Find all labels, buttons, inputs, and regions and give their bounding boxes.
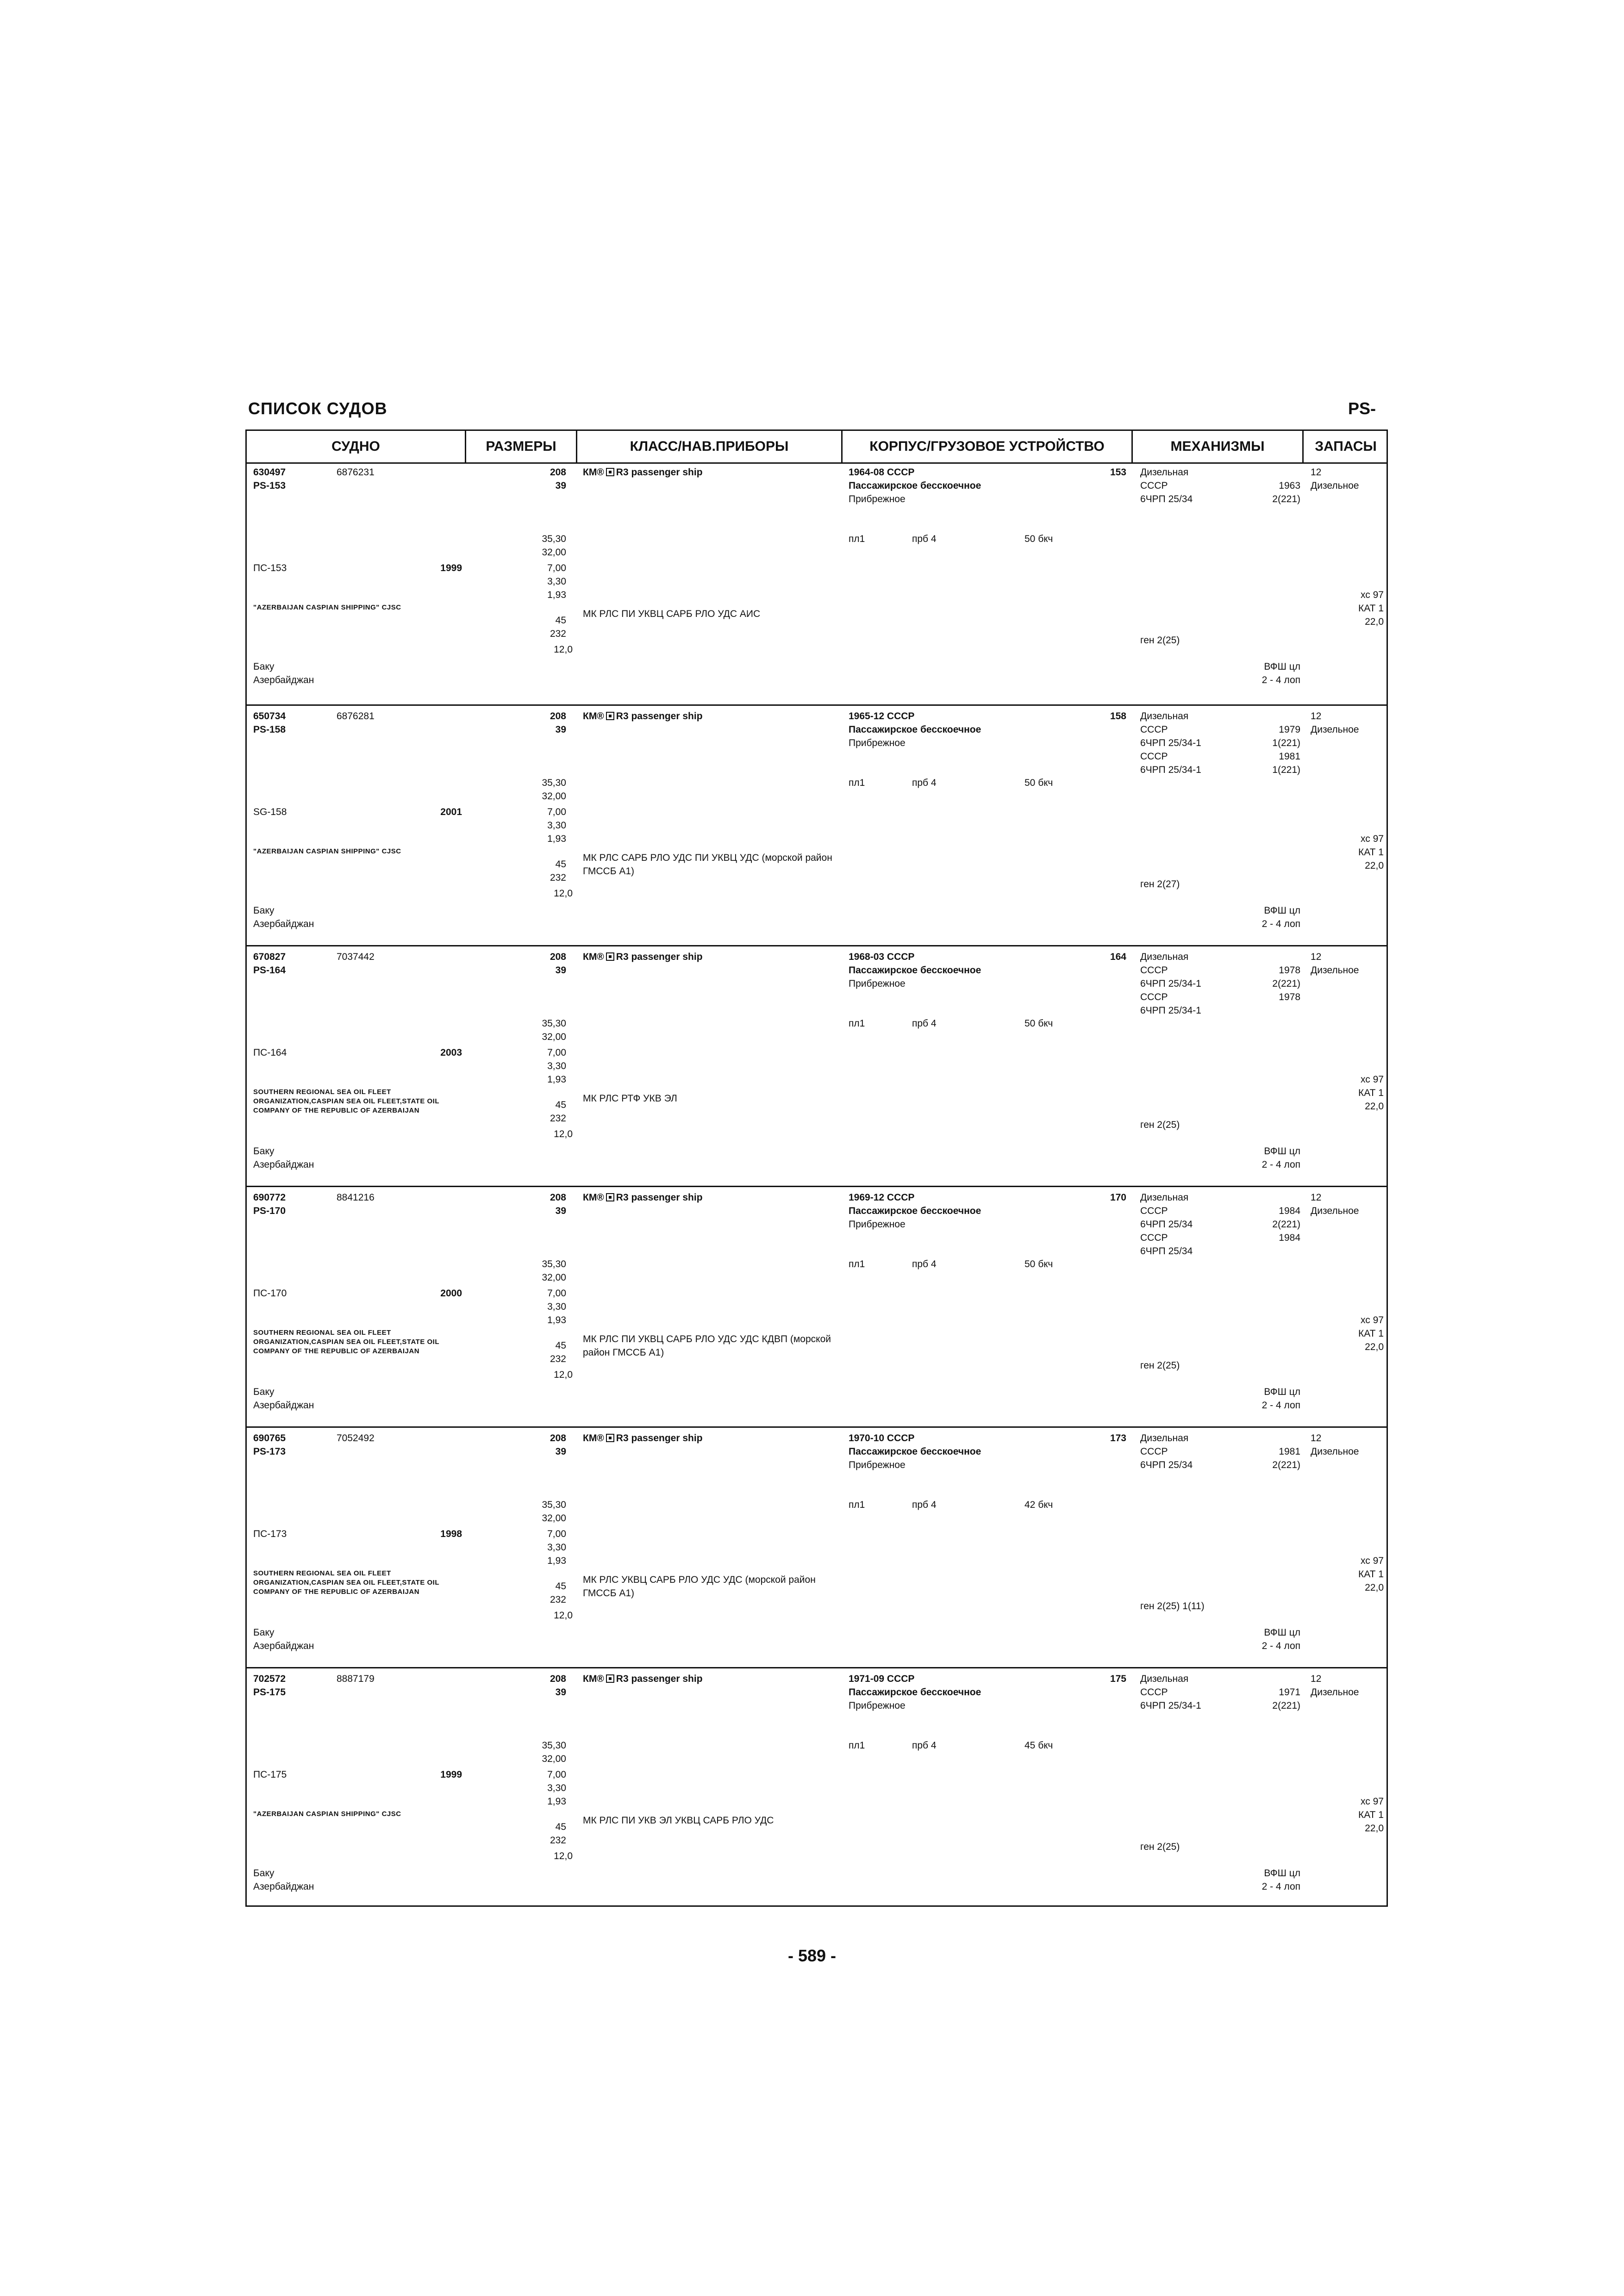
boat-detail: 2 - 4 лоп <box>1262 675 1300 685</box>
boat-info: ВФШ цл <box>1264 661 1300 672</box>
imo-number: 6876281 <box>337 711 375 722</box>
build-date: 1968-03 СССР <box>849 952 915 962</box>
gear-info: прб 4 <box>912 1259 937 1269</box>
dimension-value: 1,93 <box>547 1074 566 1085</box>
fuel-value: 12 <box>1311 1674 1322 1684</box>
build-year: 2001 <box>440 807 462 817</box>
port-city: Баку <box>253 1387 275 1397</box>
dimension-value: 3,30 <box>547 1301 566 1312</box>
dimension-value: 7,00 <box>547 1288 566 1299</box>
owner: "AZERBAIJAN CASPIAN SHIPPING" CJSC <box>253 604 401 611</box>
navigation-area: Прибрежное <box>849 1219 906 1230</box>
port-country: Азербайджан <box>253 1641 314 1651</box>
gear-info: прб 4 <box>912 778 937 788</box>
dimension-value: 45 <box>555 1581 566 1592</box>
boat-info: ВФШ цл <box>1264 1146 1300 1157</box>
port-country: Азербайджан <box>253 919 314 929</box>
fuel-type: Дизельное <box>1311 480 1359 491</box>
fuel-type: Дизельное <box>1311 1446 1359 1457</box>
table-row <box>247 704 1387 945</box>
boat-detail: 2 - 4 лоп <box>1262 1400 1300 1411</box>
generator-info: ген 2(25) <box>1140 1842 1180 1852</box>
build-date: 1971-09 СССР <box>849 1674 915 1684</box>
engine-detail: СССР <box>1140 724 1168 735</box>
gear-info: прб 4 <box>912 1740 937 1751</box>
dimension-value: 45 <box>555 1340 566 1351</box>
stores-category: КАТ 1 <box>1358 603 1384 614</box>
boat-info: ВФШ цл <box>1264 1868 1300 1879</box>
dimension-value: 32,00 <box>542 791 566 802</box>
stores-category: КАТ 1 <box>1358 1328 1384 1339</box>
dimension-value: 1,93 <box>547 1556 566 1566</box>
class-notation <box>583 1672 703 1686</box>
power-info: 42 бкч <box>1024 1500 1053 1510</box>
engine-value: 1978 <box>1279 992 1300 1002</box>
engine-detail: СССР <box>1140 1206 1168 1216</box>
nav-equipment: МК РЛС САРБ РЛО УДС ПИ УКВЦ УДС (морской район ГМССБ А1) <box>583 852 832 877</box>
class-prefix: КМ® <box>583 1674 604 1684</box>
port-country: Азербайджан <box>253 1881 314 1892</box>
engine-detail: 6ЧРП 25/34-1 <box>1140 765 1201 775</box>
imo-number: 7052492 <box>337 1433 375 1444</box>
dimension-value: 39 <box>555 1687 566 1698</box>
class-symbol-icon <box>606 712 614 720</box>
nav-equipment: МК РЛС УКВЦ САРБ РЛО УДС УДС (морской район ГМССБ А1) <box>583 1574 816 1599</box>
build-date: 1965-12 СССР <box>849 711 915 722</box>
imo-number: 8841216 <box>337 1192 375 1203</box>
port-city: Баку <box>253 1146 275 1157</box>
nav-equipment: МК РЛС ПИ УКВ ЭЛ УКВЦ САРБ РЛО УДС <box>583 1815 774 1826</box>
boat-detail: 2 - 4 лоп <box>1262 1641 1300 1651</box>
dimension-value: 3,30 <box>547 820 566 831</box>
vessel-name: PS-158 <box>253 724 286 735</box>
class-symbol-icon <box>606 468 614 476</box>
table-row <box>247 1667 1387 1908</box>
engine-type: Дизельная <box>1140 1674 1189 1684</box>
project-number: 153 <box>1110 467 1126 478</box>
engine-detail: 6ЧРП 25/34-1 <box>1140 1700 1201 1711</box>
hull-type: Пассажирское бесскоечное <box>849 1446 981 1457</box>
dimension-value: 39 <box>555 965 566 976</box>
stores-amount: 22,0 <box>1365 860 1384 871</box>
fuel-type: Дизельное <box>1311 724 1359 735</box>
engine-value: 1979 <box>1279 724 1300 735</box>
dimension-value: 35,30 <box>542 778 566 788</box>
nav-equipment: МК РЛС РТФ УКВ ЭЛ <box>583 1093 677 1104</box>
reg-number: 670827 <box>253 952 286 962</box>
hold-info: пл1 <box>849 778 865 788</box>
dimension-value: 35,30 <box>542 534 566 544</box>
dimension-value: 12,0 <box>554 1369 573 1380</box>
engine-detail: 6ЧРП 25/34 <box>1140 1460 1193 1470</box>
dimension-value: 232 <box>550 628 566 639</box>
hull-type: Пассажирское бесскоечное <box>849 724 981 735</box>
port-country: Азербайджан <box>253 1159 314 1170</box>
stores-category: КАТ 1 <box>1358 847 1384 858</box>
dimension-value: 45 <box>555 615 566 626</box>
class-notation <box>583 1431 703 1445</box>
dimension-value: 39 <box>555 480 566 491</box>
header-vessel: СУДНО <box>331 439 380 454</box>
engine-value: 1984 <box>1279 1232 1300 1243</box>
page-number: - 589 - <box>787 1946 837 1965</box>
hold-info: пл1 <box>849 1500 865 1510</box>
class-suffix: R3 passenger ship <box>616 1433 703 1444</box>
hull-type: Пассажирское бесскоечное <box>849 965 981 976</box>
dimension-value: 208 <box>550 467 566 478</box>
owner: "AZERBAIJAN CASPIAN SHIPPING" CJSC <box>253 1810 401 1818</box>
dimension-value: 35,30 <box>542 1740 566 1751</box>
vessel-name: PS-153 <box>253 480 286 491</box>
dimension-value: 32,00 <box>542 1272 566 1283</box>
boat-detail: 2 - 4 лоп <box>1262 1881 1300 1892</box>
navigation-area: Прибрежное <box>849 978 906 989</box>
owner: SOUTHERN REGIONAL SEA OIL FLEET ORGANIZATION,CASPIAN SEA OIL FLEET,STATE OIL COMPANY OF THE REPUBLIC OF AZERBAIJAN <box>253 1088 439 1114</box>
dimension-value: 35,30 <box>542 1018 566 1029</box>
boat-info: ВФШ цл <box>1264 1387 1300 1397</box>
generator-info: ген 2(25) <box>1140 1120 1180 1130</box>
stores-value: хс 97 <box>1361 834 1384 844</box>
engine-value: 1978 <box>1279 965 1300 976</box>
class-prefix: КМ® <box>583 1192 604 1203</box>
dimension-value: 45 <box>555 859 566 870</box>
stores-amount: 22,0 <box>1365 1342 1384 1352</box>
dimension-value: 7,00 <box>547 807 566 817</box>
header-class: КЛАСС/НАВ.ПРИБОРЫ <box>630 439 789 454</box>
dimension-value: 45 <box>555 1822 566 1832</box>
stores-amount: 22,0 <box>1365 1582 1384 1593</box>
stores-category: КАТ 1 <box>1358 1810 1384 1820</box>
reg-number: 690772 <box>253 1192 286 1203</box>
dimension-value: 232 <box>550 872 566 883</box>
class-prefix: КМ® <box>583 467 604 478</box>
hold-info: пл1 <box>849 1740 865 1751</box>
dimension-value: 7,00 <box>547 1529 566 1539</box>
engine-type: Дизельная <box>1140 467 1189 478</box>
gear-info: прб 4 <box>912 1018 937 1029</box>
class-notation <box>583 1191 703 1204</box>
dimension-value: 7,00 <box>547 563 566 573</box>
header-hull: КОРПУС/ГРУЗОВОЕ УСТРОЙСТВО <box>869 439 1105 454</box>
build-year: 2000 <box>440 1288 462 1299</box>
dimension-value: 7,00 <box>547 1769 566 1780</box>
reg-number: 630497 <box>253 467 286 478</box>
gear-info: прб 4 <box>912 534 937 544</box>
hold-info: пл1 <box>849 1259 865 1269</box>
stores-amount: 22,0 <box>1365 616 1384 627</box>
stores-amount: 22,0 <box>1365 1101 1384 1112</box>
table-row <box>247 1426 1387 1667</box>
hold-info: пл1 <box>849 534 865 544</box>
engine-detail: 6ЧРП 25/34 <box>1140 494 1193 504</box>
build-year: 1999 <box>440 1769 462 1780</box>
boat-detail: 2 - 4 лоп <box>1262 919 1300 929</box>
port-country: Азербайджан <box>253 675 314 685</box>
engine-value: 1981 <box>1279 751 1300 762</box>
class-notation <box>583 466 703 479</box>
dimension-value: 3,30 <box>547 576 566 587</box>
engine-value: 2(221) <box>1272 1700 1300 1711</box>
power-info: 45 бкч <box>1024 1740 1053 1751</box>
dimension-value: 208 <box>550 1433 566 1444</box>
boat-detail: 2 - 4 лоп <box>1262 1159 1300 1170</box>
class-suffix: R3 passenger ship <box>616 952 703 962</box>
boat-info: ВФШ цл <box>1264 905 1300 916</box>
engine-detail: 6ЧРП 25/34-1 <box>1140 738 1201 748</box>
engine-type: Дизельная <box>1140 952 1189 962</box>
dimension-value: 232 <box>550 1594 566 1605</box>
dimension-value: 232 <box>550 1835 566 1846</box>
former-name: ПС-175 <box>253 1769 287 1780</box>
stores-amount: 22,0 <box>1365 1823 1384 1834</box>
generator-info: ген 2(25) <box>1140 635 1180 646</box>
dimension-value: 208 <box>550 952 566 962</box>
stores-value: хс 97 <box>1361 1796 1384 1807</box>
class-notation <box>583 950 703 964</box>
header-dimensions: РАЗМЕРЫ <box>486 439 556 454</box>
dimension-value: 232 <box>550 1354 566 1364</box>
stores-category: КАТ 1 <box>1358 1569 1384 1580</box>
engine-value: 1963 <box>1279 480 1300 491</box>
dimension-value: 208 <box>550 1192 566 1203</box>
dimension-value: 12,0 <box>554 1129 573 1139</box>
port-country: Азербайджан <box>253 1400 314 1411</box>
engine-detail: 6ЧРП 25/34-1 <box>1140 1005 1201 1016</box>
port-city: Баку <box>253 1868 275 1879</box>
vessel-name: PS-170 <box>253 1206 286 1216</box>
engine-value: 2(221) <box>1272 1219 1300 1230</box>
stores-category: КАТ 1 <box>1358 1088 1384 1098</box>
dimension-value: 1,93 <box>547 590 566 600</box>
engine-value: 1(221) <box>1272 738 1300 748</box>
fuel-value: 12 <box>1311 952 1322 962</box>
dimension-value: 32,00 <box>542 1032 566 1042</box>
stores-value: хс 97 <box>1361 590 1384 600</box>
engine-detail: СССР <box>1140 1687 1168 1698</box>
former-name: SG-158 <box>253 807 287 817</box>
engine-value: 1971 <box>1279 1687 1300 1698</box>
vessel-name: PS-173 <box>253 1446 286 1457</box>
power-info: 50 бкч <box>1024 1259 1053 1269</box>
generator-info: ген 2(27) <box>1140 879 1180 890</box>
engine-detail: СССР <box>1140 480 1168 491</box>
power-info: 50 бкч <box>1024 1018 1053 1029</box>
dimension-value: 35,30 <box>542 1259 566 1269</box>
engine-value: 1984 <box>1279 1206 1300 1216</box>
reg-number: 650734 <box>253 711 286 722</box>
dimension-value: 12,0 <box>554 888 573 899</box>
dimension-value: 32,00 <box>542 547 566 558</box>
dimension-value: 39 <box>555 1206 566 1216</box>
dimension-value: 45 <box>555 1100 566 1110</box>
table-row <box>247 1186 1387 1426</box>
class-symbol-icon <box>606 1674 614 1683</box>
page-code: PS- <box>1348 399 1376 418</box>
generator-info: ген 2(25) <box>1140 1360 1180 1371</box>
port-city: Баку <box>253 1627 275 1638</box>
engine-value: 1981 <box>1279 1446 1300 1457</box>
table-row <box>247 945 1387 1186</box>
engine-detail: СССР <box>1140 992 1168 1002</box>
dimension-value: 32,00 <box>542 1754 566 1764</box>
engine-value: 2(221) <box>1272 978 1300 989</box>
dimension-value: 3,30 <box>547 1061 566 1071</box>
project-number: 164 <box>1110 952 1126 962</box>
owner: SOUTHERN REGIONAL SEA OIL FLEET ORGANIZATION,CASPIAN SEA OIL FLEET,STATE OIL COMPANY OF THE REPUBLIC OF AZERBAIJAN <box>253 1569 439 1596</box>
navigation-area: Прибрежное <box>849 494 906 504</box>
project-number: 175 <box>1110 1674 1126 1684</box>
class-suffix: R3 passenger ship <box>616 1192 703 1203</box>
former-name: ПС-173 <box>253 1529 287 1539</box>
class-symbol-icon <box>606 1193 614 1201</box>
engine-detail: СССР <box>1140 751 1168 762</box>
class-symbol-icon <box>606 1434 614 1442</box>
fuel-value: 12 <box>1311 711 1322 722</box>
project-number: 158 <box>1110 711 1126 722</box>
hull-type: Пассажирское бесскоечное <box>849 1206 981 1216</box>
class-symbol-icon <box>606 952 614 961</box>
fuel-value: 12 <box>1311 1433 1322 1444</box>
class-prefix: КМ® <box>583 952 604 962</box>
fuel-type: Дизельное <box>1311 1687 1359 1698</box>
class-prefix: КМ® <box>583 711 604 722</box>
dimension-value: 232 <box>550 1113 566 1124</box>
former-name: ПС-170 <box>253 1288 287 1299</box>
stores-value: хс 97 <box>1361 1315 1384 1325</box>
class-prefix: КМ® <box>583 1433 604 1444</box>
engine-detail: СССР <box>1140 1232 1168 1243</box>
dimension-value: 3,30 <box>547 1542 566 1553</box>
generator-info: ген 2(25) 1(11) <box>1140 1601 1205 1612</box>
dimension-value: 32,00 <box>542 1513 566 1524</box>
class-suffix: R3 passenger ship <box>616 467 703 478</box>
stores-value: хс 97 <box>1361 1074 1384 1085</box>
header-machinery: МЕХАНИЗМЫ <box>1170 439 1265 454</box>
hull-type: Пассажирское бесскоечное <box>849 480 981 491</box>
build-year: 1999 <box>440 563 462 573</box>
dimension-value: 3,30 <box>547 1783 566 1793</box>
engine-detail: СССР <box>1140 1446 1168 1457</box>
owner: "AZERBAIJAN CASPIAN SHIPPING" CJSC <box>253 847 401 855</box>
table-row <box>247 464 1387 704</box>
former-name: ПС-164 <box>253 1047 287 1058</box>
hold-info: пл1 <box>849 1018 865 1029</box>
engine-value: 2(221) <box>1272 494 1300 504</box>
engine-detail: 6ЧРП 25/34-1 <box>1140 978 1201 989</box>
navigation-area: Прибрежное <box>849 738 906 748</box>
dimension-value: 12,0 <box>554 1851 573 1861</box>
fuel-value: 12 <box>1311 467 1322 478</box>
build-year: 2003 <box>440 1047 462 1058</box>
engine-type: Дизельная <box>1140 1192 1189 1203</box>
build-date: 1964-08 СССР <box>849 467 915 478</box>
nav-equipment: МК РЛС ПИ УКВЦ САРБ РЛО УДС АИС <box>583 609 761 619</box>
header-stores: ЗАПАСЫ <box>1315 439 1377 454</box>
reg-number: 702572 <box>253 1674 286 1684</box>
vessel-name: PS-175 <box>253 1687 286 1698</box>
page-title: СПИСОК СУДОВ <box>248 399 387 418</box>
engine-value: 2(221) <box>1272 1460 1300 1470</box>
class-suffix: R3 passenger ship <box>616 1674 703 1684</box>
dimension-value: 208 <box>550 1674 566 1684</box>
power-info: 50 бкч <box>1024 534 1053 544</box>
build-date: 1969-12 СССР <box>849 1192 915 1203</box>
nav-equipment: МК РЛС ПИ УКВЦ САРБ РЛО УДС УДС КДВП (морской район ГМССБ А1) <box>583 1334 831 1358</box>
reg-number: 690765 <box>253 1433 286 1444</box>
imo-number: 7037442 <box>337 952 375 962</box>
fuel-type: Дизельное <box>1311 965 1359 976</box>
imo-number: 8887179 <box>337 1674 375 1684</box>
dimension-value: 35,30 <box>542 1500 566 1510</box>
dimension-value: 1,93 <box>547 834 566 844</box>
class-notation <box>583 709 703 723</box>
fuel-value: 12 <box>1311 1192 1322 1203</box>
ship-table <box>245 429 1388 1907</box>
gear-info: прб 4 <box>912 1500 937 1510</box>
imo-number: 6876231 <box>337 467 375 478</box>
dimension-value: 12,0 <box>554 644 573 655</box>
project-number: 173 <box>1110 1433 1126 1444</box>
former-name: ПС-153 <box>253 563 287 573</box>
engine-type: Дизельная <box>1140 1433 1189 1444</box>
build-year: 1998 <box>440 1529 462 1539</box>
fuel-type: Дизельное <box>1311 1206 1359 1216</box>
dimension-value: 208 <box>550 711 566 722</box>
vessel-name: PS-164 <box>253 965 286 976</box>
power-info: 50 бкч <box>1024 778 1053 788</box>
table-header <box>247 431 1387 464</box>
dimension-value: 39 <box>555 724 566 735</box>
port-city: Баку <box>253 661 275 672</box>
engine-detail: 6ЧРП 25/34 <box>1140 1246 1193 1257</box>
dimension-value: 1,93 <box>547 1315 566 1325</box>
engine-detail: 6ЧРП 25/34 <box>1140 1219 1193 1230</box>
navigation-area: Прибрежное <box>849 1460 906 1470</box>
hull-type: Пассажирское бесскоечное <box>849 1687 981 1698</box>
build-date: 1970-10 СССР <box>849 1433 915 1444</box>
engine-value: 1(221) <box>1272 765 1300 775</box>
stores-value: хс 97 <box>1361 1556 1384 1566</box>
project-number: 170 <box>1110 1192 1126 1203</box>
engine-type: Дизельная <box>1140 711 1189 722</box>
dimension-value: 1,93 <box>547 1796 566 1807</box>
engine-detail: СССР <box>1140 965 1168 976</box>
class-suffix: R3 passenger ship <box>616 711 703 722</box>
dimension-value: 7,00 <box>547 1047 566 1058</box>
dimension-value: 12,0 <box>554 1610 573 1621</box>
boat-info: ВФШ цл <box>1264 1627 1300 1638</box>
owner: SOUTHERN REGIONAL SEA OIL FLEET ORGANIZATION,CASPIAN SEA OIL FLEET,STATE OIL COMPANY OF THE REPUBLIC OF AZERBAIJAN <box>253 1329 439 1355</box>
dimension-value: 39 <box>555 1446 566 1457</box>
port-city: Баку <box>253 905 275 916</box>
navigation-area: Прибрежное <box>849 1700 906 1711</box>
